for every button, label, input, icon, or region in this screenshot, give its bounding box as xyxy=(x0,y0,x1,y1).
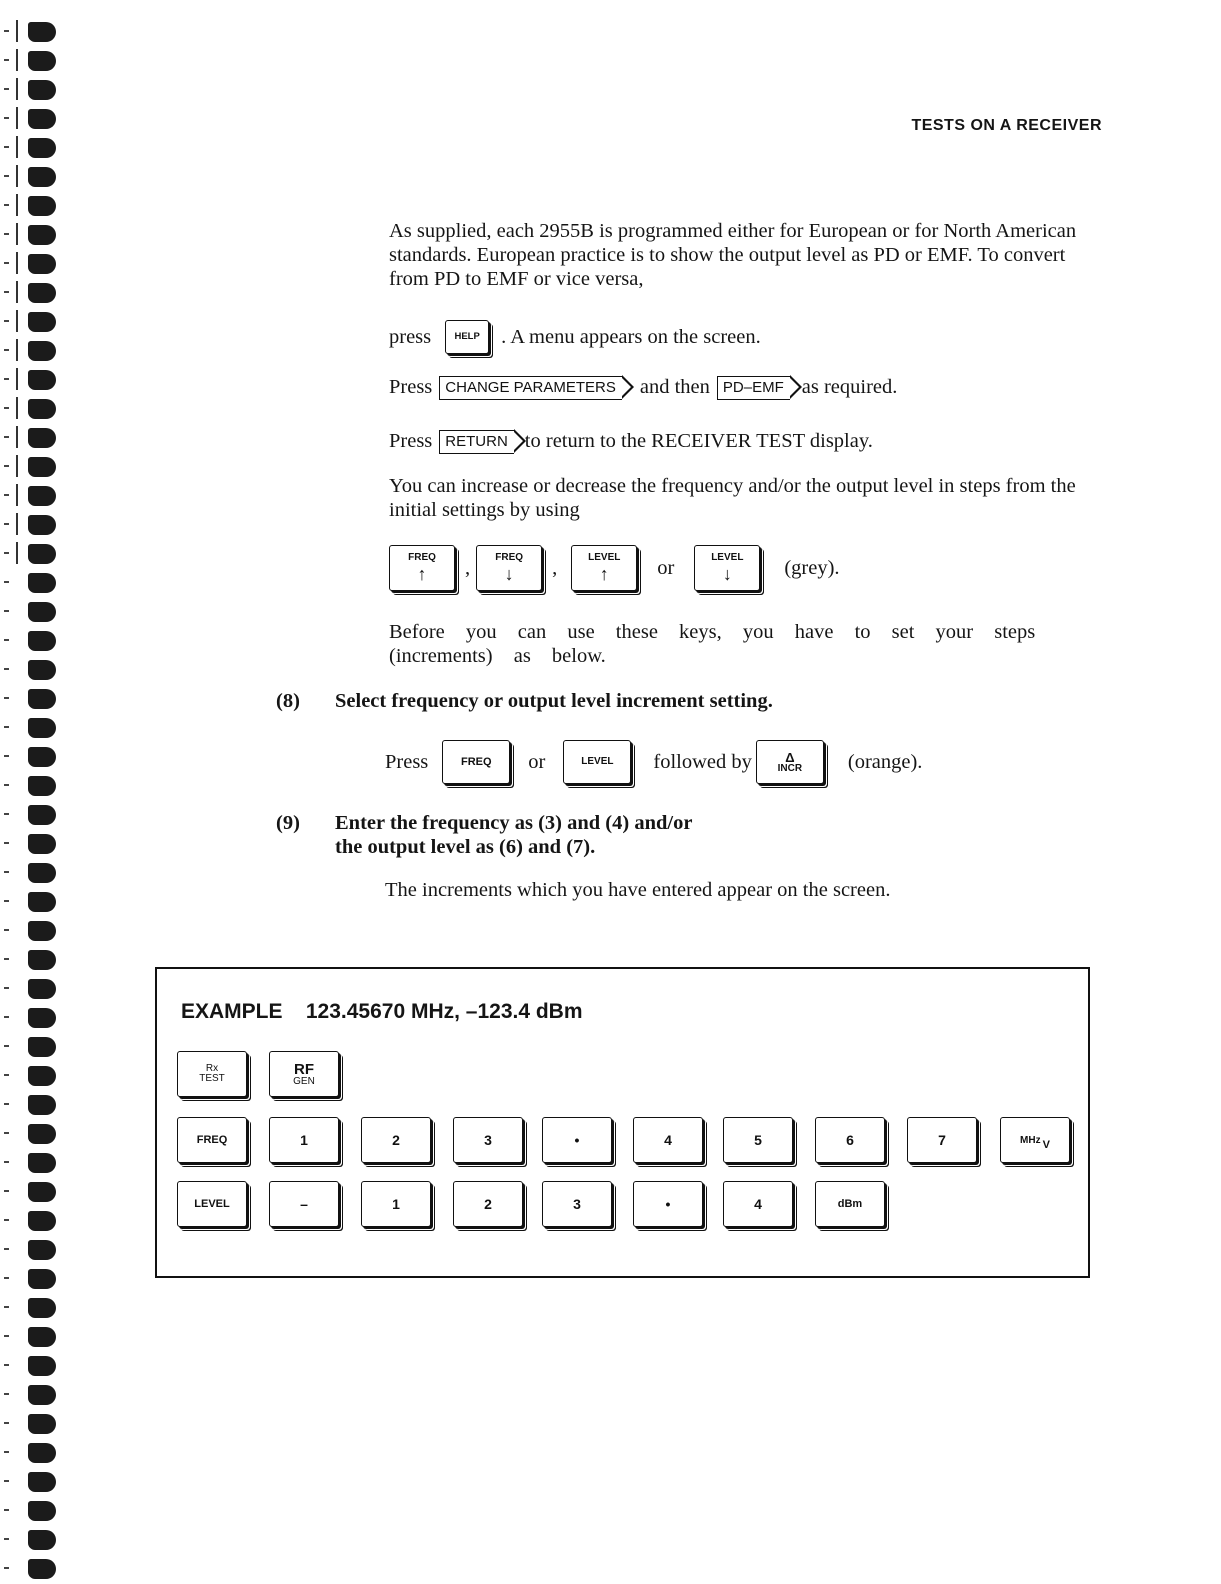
binding-ring xyxy=(28,1501,56,1521)
binding-ring xyxy=(28,399,56,419)
binding-ring xyxy=(28,428,56,448)
step-9-heading-line-2: the output level as (6) and (7). xyxy=(335,836,596,858)
keypad-key-label: FREQ xyxy=(196,1133,228,1146)
level-down-key[interactable] xyxy=(694,545,760,591)
binding-tick xyxy=(4,958,9,960)
binding-ring xyxy=(28,1559,56,1579)
freq-key-label: FREQ xyxy=(461,755,492,768)
binding-tick xyxy=(4,204,9,206)
binding-tick xyxy=(4,117,9,119)
incr-key-label: INCR xyxy=(777,762,803,774)
binding-tick xyxy=(4,291,9,293)
binding-ring xyxy=(28,718,56,738)
binding-edge xyxy=(16,310,18,332)
rf-gen-bottom: GEN xyxy=(293,1075,315,1087)
binding-ring xyxy=(28,863,56,883)
step-8-keys-line xyxy=(385,740,922,784)
binding-ring xyxy=(28,1443,56,1463)
binding-edge xyxy=(16,223,18,245)
return-line-press: Press xyxy=(389,429,433,452)
binding-tick xyxy=(4,1538,9,1540)
keypad-key-label: dBm xyxy=(837,1197,863,1210)
binding-tick xyxy=(4,581,9,583)
binding-tick xyxy=(4,465,9,467)
keypad-key-label: 1 xyxy=(300,1132,308,1148)
binding-tick xyxy=(4,233,9,235)
binding-ring xyxy=(28,51,56,71)
binding-tick xyxy=(4,1016,9,1018)
rx-test-bottom: TEST xyxy=(199,1073,225,1084)
rf-gen-top: RF xyxy=(294,1060,314,1078)
keypad-key-label: 7 xyxy=(938,1132,946,1148)
binding-tick xyxy=(4,842,9,844)
binding-tick xyxy=(4,1161,9,1163)
return-softkey[interactable]: RETURN xyxy=(439,430,514,454)
binding-tick xyxy=(4,929,9,931)
mhz-label: MHz xyxy=(1020,1134,1041,1146)
binding-tick xyxy=(4,349,9,351)
delta-icon: Δ xyxy=(785,749,795,765)
level-key-label: LEVEL xyxy=(581,756,614,767)
binding-tick xyxy=(4,1045,9,1047)
binding-ring xyxy=(28,1037,56,1057)
binding-ring xyxy=(28,254,56,274)
grey-note: (grey). xyxy=(784,556,840,579)
step-9-body: The increments which you have entered appear on the screen. xyxy=(385,879,891,901)
down-arrow-icon: ↓ xyxy=(504,564,514,584)
step-8-press: Press xyxy=(385,750,429,773)
keypad-key-label: • xyxy=(574,1132,580,1148)
keypad-key-row2-1[interactable] xyxy=(269,1117,339,1163)
binding-ring xyxy=(28,109,56,129)
binding-edge xyxy=(16,165,18,187)
keypad-key-label: 2 xyxy=(392,1132,400,1148)
change-parameters-softkey[interactable]: CHANGE PARAMETERS xyxy=(439,376,622,400)
binding-ring xyxy=(28,167,56,187)
rx-test-key[interactable] xyxy=(177,1051,247,1097)
binding-ring xyxy=(28,805,56,825)
binding-ring xyxy=(28,979,56,999)
binding-ring xyxy=(28,1240,56,1260)
binding-tick xyxy=(4,1074,9,1076)
keypad-key-row2-0[interactable] xyxy=(177,1117,247,1163)
binding-edge xyxy=(16,542,18,564)
binding-tick xyxy=(4,1451,9,1453)
binding-tick xyxy=(4,871,9,873)
keypad-key-row3-7[interactable] xyxy=(815,1181,885,1227)
help-line-rest: . A menu appears on the screen. xyxy=(501,325,761,348)
binding-ring xyxy=(28,196,56,216)
keypad-key-row3-2[interactable] xyxy=(361,1181,431,1227)
keypad-key-label: LEVEL xyxy=(194,1197,230,1210)
binding-tick xyxy=(4,784,9,786)
keypad-key-label: 5 xyxy=(754,1132,762,1148)
binding-tick xyxy=(4,1132,9,1134)
binding-tick xyxy=(4,436,9,438)
binding-tick xyxy=(4,1567,9,1569)
binding-tick xyxy=(4,1103,9,1105)
freq-down-key[interactable] xyxy=(476,545,542,591)
freq-key[interactable] xyxy=(442,740,510,784)
orange-note: (orange). xyxy=(847,750,923,773)
step-8-or: or xyxy=(528,750,546,773)
return-line xyxy=(389,429,873,454)
binding-tick xyxy=(4,30,9,32)
binding-ring xyxy=(28,834,56,854)
keypad-key-row3-1[interactable] xyxy=(269,1181,339,1227)
step-8-heading: Select frequency or output level increment setting. xyxy=(335,690,773,712)
increase-paragraph: You can increase or decrease the frequency and/or the output level in steps from the initial settings by using xyxy=(389,475,1076,521)
binding-tick xyxy=(4,1364,9,1366)
level-down-label: LEVEL xyxy=(711,552,744,563)
help-key[interactable] xyxy=(445,320,489,354)
binding-ring xyxy=(28,1095,56,1115)
binding-ring xyxy=(28,341,56,361)
binding-ring xyxy=(28,1472,56,1492)
binding-ring xyxy=(28,776,56,796)
binding-tick xyxy=(4,697,9,699)
binding-ring xyxy=(28,1298,56,1318)
change-line-press: Press xyxy=(389,375,433,398)
freq-up-key[interactable] xyxy=(389,545,455,591)
binding-tick xyxy=(4,1509,9,1511)
binding-ring xyxy=(28,1211,56,1231)
up-arrow-icon: ↑ xyxy=(599,564,609,584)
binding-tick xyxy=(4,407,9,409)
binding-ring xyxy=(28,660,56,680)
keypad-key-label: 6 xyxy=(846,1132,854,1148)
binding-ring xyxy=(28,312,56,332)
binding-edge xyxy=(16,252,18,274)
before-paragraph: Before you can use these keys, you have to set your steps (increments) as below. xyxy=(389,621,1036,667)
binding-edge xyxy=(16,194,18,216)
binding-tick xyxy=(4,1248,9,1250)
level-key[interactable] xyxy=(563,740,631,784)
binding-ring xyxy=(28,544,56,564)
binding-ring xyxy=(28,631,56,651)
page-header: TESTS ON A RECEIVER xyxy=(911,117,1102,134)
incr-key[interactable] xyxy=(756,740,824,784)
keypad-key-row2-7[interactable] xyxy=(815,1117,885,1163)
binding-edge xyxy=(16,455,18,477)
binding-tick xyxy=(4,1306,9,1308)
keypad-key-label: 2 xyxy=(484,1196,492,1212)
binding-ring xyxy=(28,1356,56,1376)
mhz-sub: V xyxy=(1042,1138,1050,1151)
return-line-rest: to return to the RECEIVER TEST display. xyxy=(524,429,873,452)
binding-edge xyxy=(16,281,18,303)
keypad-key-label: 3 xyxy=(573,1196,581,1212)
pd-emf-softkey[interactable]: PD–EMF xyxy=(717,376,790,400)
binding-tick xyxy=(4,639,9,641)
binding-ring xyxy=(28,689,56,709)
binding-ring xyxy=(28,457,56,477)
freq-up-label: FREQ xyxy=(408,552,436,563)
or-text: or xyxy=(657,556,675,579)
keypad-key-label: 3 xyxy=(484,1132,492,1148)
binding-tick xyxy=(4,320,9,322)
up-arrow-icon: ↑ xyxy=(417,564,427,584)
comma-2: , xyxy=(552,556,558,579)
binding-ring xyxy=(28,1385,56,1405)
step-9-heading-line-1: Enter the frequency as (3) and (4) and/or xyxy=(335,812,693,834)
binding-ring xyxy=(28,1124,56,1144)
keypad-key-label: • xyxy=(665,1196,671,1212)
binding-edge xyxy=(16,136,18,158)
step-8-followed-by: followed by xyxy=(653,750,752,773)
binding-ring xyxy=(28,138,56,158)
example-title: EXAMPLE 123.45670 MHz, –123.4 dBm xyxy=(181,1000,583,1023)
binding-tick xyxy=(4,146,9,148)
binding-edge xyxy=(16,513,18,535)
level-up-label: LEVEL xyxy=(588,552,621,563)
binding-tick xyxy=(4,1190,9,1192)
keypad-key-row2-6[interactable] xyxy=(723,1117,793,1163)
rf-gen-key[interactable] xyxy=(269,1051,339,1097)
keypad-key-label: – xyxy=(300,1196,308,1212)
binding-edge xyxy=(16,484,18,506)
keypad-key-row3-3[interactable] xyxy=(453,1181,523,1227)
binding-edge xyxy=(16,78,18,100)
step-9-number: (9) xyxy=(276,812,300,834)
binding-tick xyxy=(4,755,9,757)
help-line xyxy=(389,320,761,354)
binding-ring xyxy=(28,950,56,970)
binding-edge xyxy=(16,368,18,390)
binding-ring xyxy=(28,921,56,941)
binding-ring xyxy=(28,1182,56,1202)
keypad-key-row2-3[interactable] xyxy=(453,1117,523,1163)
binding-ring xyxy=(28,22,56,42)
binding-tick xyxy=(4,88,9,90)
binding-tick xyxy=(4,987,9,989)
binding-tick xyxy=(4,1480,9,1482)
keypad-key-row2-4[interactable] xyxy=(542,1117,612,1163)
binding-ring xyxy=(28,602,56,622)
binding-ring xyxy=(28,80,56,100)
change-line-rest: as required. xyxy=(801,375,898,398)
binding-tick xyxy=(4,726,9,728)
binding-ring xyxy=(28,515,56,535)
binding-edge xyxy=(16,397,18,419)
help-key-label: HELP xyxy=(454,331,480,343)
binding-edge xyxy=(16,339,18,361)
binding-tick xyxy=(4,813,9,815)
binding-tick xyxy=(4,610,9,612)
change-parameters-line xyxy=(389,375,897,400)
binding-tick xyxy=(4,900,9,902)
binding-ring xyxy=(28,747,56,767)
keypad-key-row2-5[interactable] xyxy=(633,1117,703,1163)
binding-ring xyxy=(28,1066,56,1086)
binding-tick xyxy=(4,552,9,554)
binding-ring xyxy=(28,1153,56,1173)
keypad-key-row2-8[interactable] xyxy=(907,1117,977,1163)
level-up-key[interactable] xyxy=(571,545,637,591)
binding-edge xyxy=(16,20,18,42)
binding-ring xyxy=(28,283,56,303)
freq-down-label: FREQ xyxy=(495,552,524,563)
keypad-key-row3-4[interactable] xyxy=(542,1181,612,1227)
binding-ring xyxy=(28,370,56,390)
binding-ring xyxy=(28,892,56,912)
mhz-key[interactable] xyxy=(1000,1117,1070,1163)
down-arrow-icon: ↓ xyxy=(722,564,732,584)
keypad-key-label: 1 xyxy=(392,1196,400,1212)
binding-tick xyxy=(4,668,9,670)
binding-ring xyxy=(28,225,56,245)
binding-tick xyxy=(4,175,9,177)
binding-ring xyxy=(28,1530,56,1550)
binding-tick xyxy=(4,262,9,264)
keypad-key-row2-2[interactable] xyxy=(361,1117,431,1163)
binding-ring xyxy=(28,1008,56,1028)
binding-edge xyxy=(16,49,18,71)
binding-tick xyxy=(4,59,9,61)
keypad-key-row3-5[interactable] xyxy=(633,1181,703,1227)
binding-ring xyxy=(28,1414,56,1434)
binding-ring xyxy=(28,573,56,593)
binding-edge xyxy=(16,107,18,129)
comma-1: , xyxy=(465,556,471,579)
example-box xyxy=(155,967,1090,1278)
binding-ring xyxy=(28,1269,56,1289)
binding-tick xyxy=(4,1422,9,1424)
binding-tick xyxy=(4,1393,9,1395)
binding-tick xyxy=(4,378,9,380)
spiral-binding xyxy=(0,0,70,1584)
help-line-press: press xyxy=(389,325,432,348)
change-line-and-then: and then xyxy=(639,375,710,398)
binding-ring xyxy=(28,486,56,506)
arrow-keys-line xyxy=(389,545,840,591)
keypad-key-label: 4 xyxy=(664,1132,672,1148)
keypad-key-row3-6[interactable] xyxy=(723,1181,793,1227)
binding-tick xyxy=(4,523,9,525)
intro-paragraph: As supplied, each 2955B is programmed either for European or for North American standards. European practice is to show the output level as PD or EMF. To convert from PD to EMF or vice versa, xyxy=(389,220,1077,290)
step-8-number: (8) xyxy=(276,690,300,712)
keypad-key-row3-0[interactable] xyxy=(177,1181,247,1227)
rx-test-top: Rx xyxy=(205,1063,219,1074)
binding-edge xyxy=(16,426,18,448)
keypad-key-label: 4 xyxy=(754,1196,762,1212)
binding-tick xyxy=(4,1219,9,1221)
binding-tick xyxy=(4,1335,9,1337)
binding-tick xyxy=(4,494,9,496)
binding-ring xyxy=(28,1327,56,1347)
binding-tick xyxy=(4,1277,9,1279)
